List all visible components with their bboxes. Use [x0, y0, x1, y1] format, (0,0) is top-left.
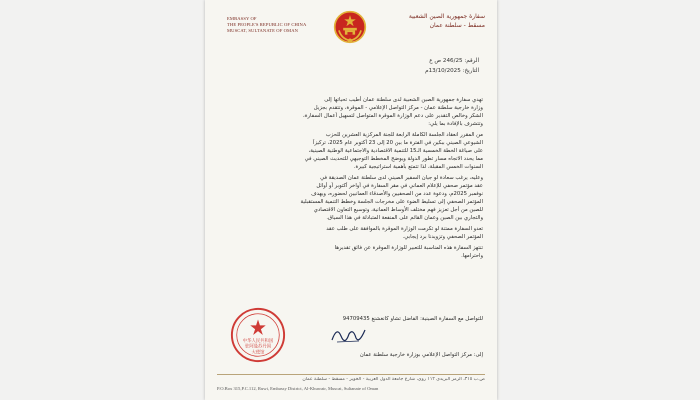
- body-line: السنوات الخمس المقبلة، لذا تتمتع بأهمية استراتيجية كبيرة.: [353, 164, 483, 170]
- footer-address-english: P.O.Box 315,P.C.112, Ruwi, Embassy District, Al-Khuwair, Muscat, Sultanate of Oman: [217, 386, 379, 391]
- body-line: على صياغة الخطة الخمسية الـ15 للتنمية الاقتصادية والاجتماعية الوطنية الصينية،: [308, 148, 483, 154]
- letter-body: [221, 96, 483, 263]
- body-line: وزارة خارجية سلطنة عمان - مركز التواصل الإعلامي - الموقرة، وتتقدم بجزيل: [313, 105, 483, 111]
- body-line: تهدي سفارة جمهورية الصين الشعبية لدى سلطنة عمان أطيب تحياتها إلى: [324, 97, 483, 103]
- stamp-text: 中华人民共和国: [242, 338, 274, 344]
- stamp-text: 大使馆: [251, 350, 265, 356]
- footer-divider: [217, 374, 485, 375]
- letterhead-english-line: EMBASSY OF: [227, 16, 257, 21]
- reference-number: الرقم: 246/25 ص ع: [429, 58, 479, 64]
- body-line: نوفمبر 2025م، ودعوة عدد من الصحفيين والأصدقاء العمانيين لحضوره، ويهدف: [311, 191, 483, 197]
- footer-address-arabic: ص.ب ٣١٥، الرمز البريدي ١١٢ روي، شارع جامعة الدول العربية - الخوير - مسقط - سلطنة عمان: [302, 377, 485, 382]
- body-line: مما يحدد الاتجاه مسار تطور الدولة ويوضح المخطط التوجيهي للتحديث الصيني في: [304, 156, 483, 162]
- embassy-stamp-icon: [229, 306, 287, 364]
- body-line: وتتشرف بالإفادة بما يلي:: [428, 121, 483, 127]
- recipient-line: إلى: مركز التواصل الإعلامي بوزارة خارجية سلطنة عمان: [359, 352, 483, 358]
- body-line: والتجاري بين الصين وعمان القائم على المنفعة المتبادلة في هذا السياق.: [326, 215, 483, 221]
- body-line: تنتهز السفارة هذه المناسبة للتعبير للوزارة الموقرة عن فائق تقديرها: [334, 245, 483, 251]
- reference-date: التاريخ: 13/10/2025م: [425, 68, 479, 74]
- body-line: من المقرر انعقاد الجلسة الكاملة الرابعة للجنة المركزية العشرين للحزب: [325, 132, 483, 138]
- national-emblem-icon: [333, 10, 367, 44]
- body-paragraph: [221, 244, 483, 260]
- stamp-text: 驻阿曼苏丹国: [244, 344, 272, 350]
- body-paragraph: [221, 174, 483, 222]
- letterhead-english: [227, 16, 327, 34]
- letterhead-arabic: [385, 12, 485, 30]
- letterhead-english-line: MUSCAT, SULTANATE OF OMAN: [227, 28, 299, 33]
- body-line: الشكر وخالص التقدير على دعم الوزارة الموقرة المتواصل لتسهيل أعمال السفارة،: [302, 113, 483, 119]
- body-line: للصين من أجل تعزيز فهم مختلف الأوساط العمانية، وتوسيع التعاون الاقتصادي: [313, 207, 483, 213]
- body-line: الشيوعي الصيني ببكين في الفترة ما بين 20 إلى 23 أكتوبر عام 2025، تركيزاً: [312, 140, 483, 146]
- letterhead-arabic-line: مسقط - سلطنة عمان: [429, 22, 485, 29]
- letter-page: [205, 0, 497, 400]
- body-paragraph: [221, 225, 483, 241]
- body-line: واحترامها.: [461, 253, 483, 259]
- letterhead-arabic-line: سفارة جمهورية الصين الشعبية: [408, 13, 485, 20]
- body-line: المؤتمر الصحفي وتزويدنا برد إيجابي.: [402, 234, 483, 240]
- body-line: المؤتمر الصحفي إلى تسليط الضوء على مخرجات الجلسة وخطط التنمية المستقبلية: [300, 199, 483, 205]
- body-line: تعدو السفارة ممتنة لو تكرمت الوزارة الموقرة بالموافقة على طلب عقد: [326, 226, 483, 232]
- body-line: عقد مؤتمر صحفي للإعلام العماني في مقر السفارة في أواخر أكتوبر أو أوائل: [316, 183, 483, 189]
- letterhead-english-line: THE PEOPLE'S REPUBLIC OF CHINA: [227, 22, 307, 27]
- body-paragraph: [221, 96, 483, 128]
- signature-icon: [329, 322, 369, 348]
- body-paragraph: [221, 131, 483, 171]
- body-line: وعليه، يرغب سعادة لو جيان السفير الصيني لدى سلطنة عمان الصديقة في: [320, 175, 483, 181]
- contact-line: للتواصل مع السفارة الصينية: الفاضل تشاو كانغشنغ 94709435: [342, 316, 483, 322]
